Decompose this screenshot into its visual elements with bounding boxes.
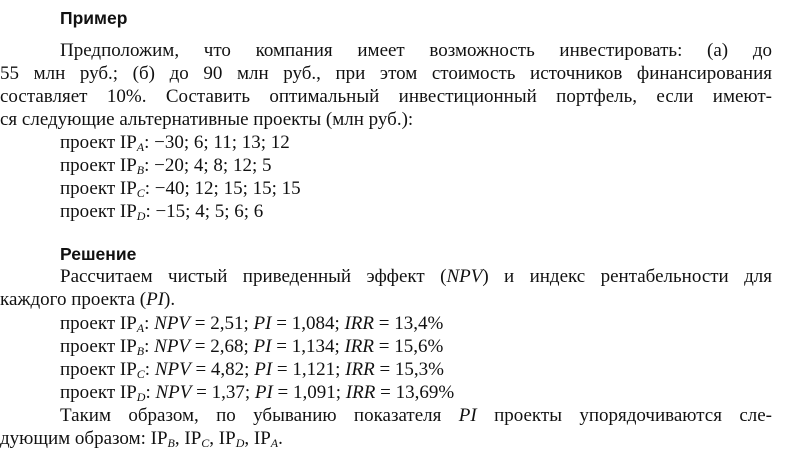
example-para-line-3: составляет 10%. Составить оптимальный инвестиционный портфель, если имеют-	[0, 86, 772, 107]
equals: =	[190, 313, 211, 334]
project-subscript: A	[136, 321, 145, 335]
colon: :	[144, 359, 155, 380]
intro-text: ).	[164, 289, 176, 310]
conclusion-line-1	[0, 405, 790, 427]
colon: :	[145, 382, 156, 403]
npv-label: NPV	[154, 359, 191, 380]
example-para-line-4: ся следующие альтернативные проекты (млн руб.):	[0, 109, 414, 130]
irr-value: 15,3%	[394, 359, 444, 380]
equals: =	[374, 336, 395, 357]
intro-text: Рассчитаем чистый приведенный эффект (	[60, 266, 447, 287]
separator: ;	[244, 382, 255, 403]
project-prefix: проект IP	[60, 155, 137, 176]
solution-intro-line-1	[0, 266, 790, 288]
equals: =	[374, 313, 395, 334]
project-prefix: проект IP	[60, 132, 137, 153]
irr-label: IRR	[345, 359, 375, 380]
irr-label: IRR	[344, 313, 375, 334]
colon: :	[144, 313, 155, 334]
separator: ;	[243, 313, 254, 334]
conclusion-text: дующим образом:	[0, 428, 151, 449]
separator: .	[278, 428, 283, 449]
equals: =	[272, 359, 293, 380]
colon: :	[144, 336, 155, 357]
result-line-b	[0, 336, 790, 358]
pi-term: PI	[146, 289, 165, 310]
ranked-project-prefix: IP	[150, 428, 168, 449]
pi-value: 1,134	[291, 336, 335, 357]
irr-value: 13,4%	[394, 313, 444, 334]
intro-text: каждого проекта (	[0, 289, 147, 310]
npv-value: 2,51	[210, 313, 244, 334]
npv-label: NPV	[154, 313, 191, 334]
project-line-c	[0, 178, 790, 200]
equals: =	[190, 359, 211, 380]
project-line-d	[0, 201, 790, 223]
ranked-project-prefix: IP	[253, 428, 271, 449]
project-prefix: проект IP	[60, 336, 137, 357]
project-subscript: B	[136, 163, 145, 177]
separator: ;	[243, 336, 254, 357]
equals: =	[271, 336, 292, 357]
separator: ,	[209, 428, 219, 449]
example-heading: Пример	[60, 8, 128, 28]
npv-value: 4,82	[210, 359, 245, 380]
conclusion-text: проекты упорядочиваются сле-	[476, 405, 772, 426]
npv-label: NPV	[155, 382, 192, 403]
irr-label: IRR	[345, 382, 376, 403]
equals: =	[374, 359, 395, 380]
ranked-project-subscript: C	[201, 436, 210, 450]
npv-term: NPV	[446, 266, 483, 287]
npv-value: 1,37	[211, 382, 245, 403]
project-prefix: проект IP	[60, 178, 137, 199]
result-line-a	[0, 313, 790, 335]
pi-label: PI	[253, 313, 272, 334]
equals: =	[191, 382, 212, 403]
result-line-d	[0, 382, 790, 404]
npv-value: 2,68	[210, 336, 244, 357]
equals: =	[271, 313, 292, 334]
project-subscript: D	[136, 390, 146, 404]
pi-term: PI	[458, 405, 477, 426]
ranked-project-subscript: B	[167, 436, 175, 450]
pi-label: PI	[254, 382, 273, 403]
irr-label: IRR	[344, 336, 375, 357]
pi-value: 1,084	[291, 313, 335, 334]
separator: ;	[334, 313, 345, 334]
npv-label: NPV	[154, 336, 191, 357]
irr-value: 13,69%	[395, 382, 455, 403]
equals: =	[375, 382, 396, 403]
result-line-c	[0, 359, 790, 381]
project-values: : −20; 4; 8; 12; 5	[144, 155, 272, 176]
project-subscript: C	[136, 367, 145, 381]
solution-intro-line-2	[0, 289, 790, 311]
separator: ,	[244, 428, 254, 449]
separator: ;	[244, 359, 255, 380]
separator: ;	[335, 359, 346, 380]
project-line-b	[0, 155, 790, 177]
project-subscript: C	[136, 186, 145, 200]
conclusion-text: Таким образом, по убыванию показателя	[60, 405, 459, 426]
project-values: : −15; 4; 5; 6; 6	[145, 201, 264, 222]
pi-label: PI	[253, 336, 272, 357]
conclusion-line-2	[0, 428, 790, 450]
pi-value: 1,121	[292, 359, 336, 380]
ranked-project-subscript: D	[235, 436, 245, 450]
ranked-project-prefix: IP	[184, 428, 202, 449]
pi-value: 1,091	[293, 382, 336, 403]
project-prefix: проект IP	[60, 382, 137, 403]
separator: ;	[334, 336, 345, 357]
solution-heading: Решение	[60, 244, 137, 264]
ranked-project-subscript: A	[270, 436, 279, 450]
separator: ;	[335, 382, 346, 403]
example-para-line-2: 55 млн руб.; (б) до 90 млн руб., при этом стоимость источников финансирования	[0, 63, 772, 84]
project-values: : −40; 12; 15; 15; 15	[144, 178, 301, 199]
project-values: : −30; 6; 11; 13; 12	[144, 132, 290, 153]
equals: =	[190, 336, 211, 357]
equals: =	[272, 382, 294, 403]
project-line-a	[0, 132, 790, 154]
project-prefix: проект IP	[60, 359, 137, 380]
project-prefix: проект IP	[60, 313, 137, 334]
intro-text: ) и индекс рентабельности для	[482, 266, 773, 287]
project-prefix: проект IP	[60, 201, 137, 222]
pi-label: PI	[254, 359, 273, 380]
project-subscript: B	[136, 344, 145, 358]
irr-value: 15,6%	[394, 336, 444, 357]
example-para-line-1: Предположим, что компания имеет возможность инвестировать: (а) до	[60, 40, 772, 61]
project-subscript: D	[136, 209, 146, 223]
project-subscript: A	[136, 140, 145, 154]
separator: ,	[174, 428, 185, 449]
ranked-project-prefix: IP	[218, 428, 236, 449]
